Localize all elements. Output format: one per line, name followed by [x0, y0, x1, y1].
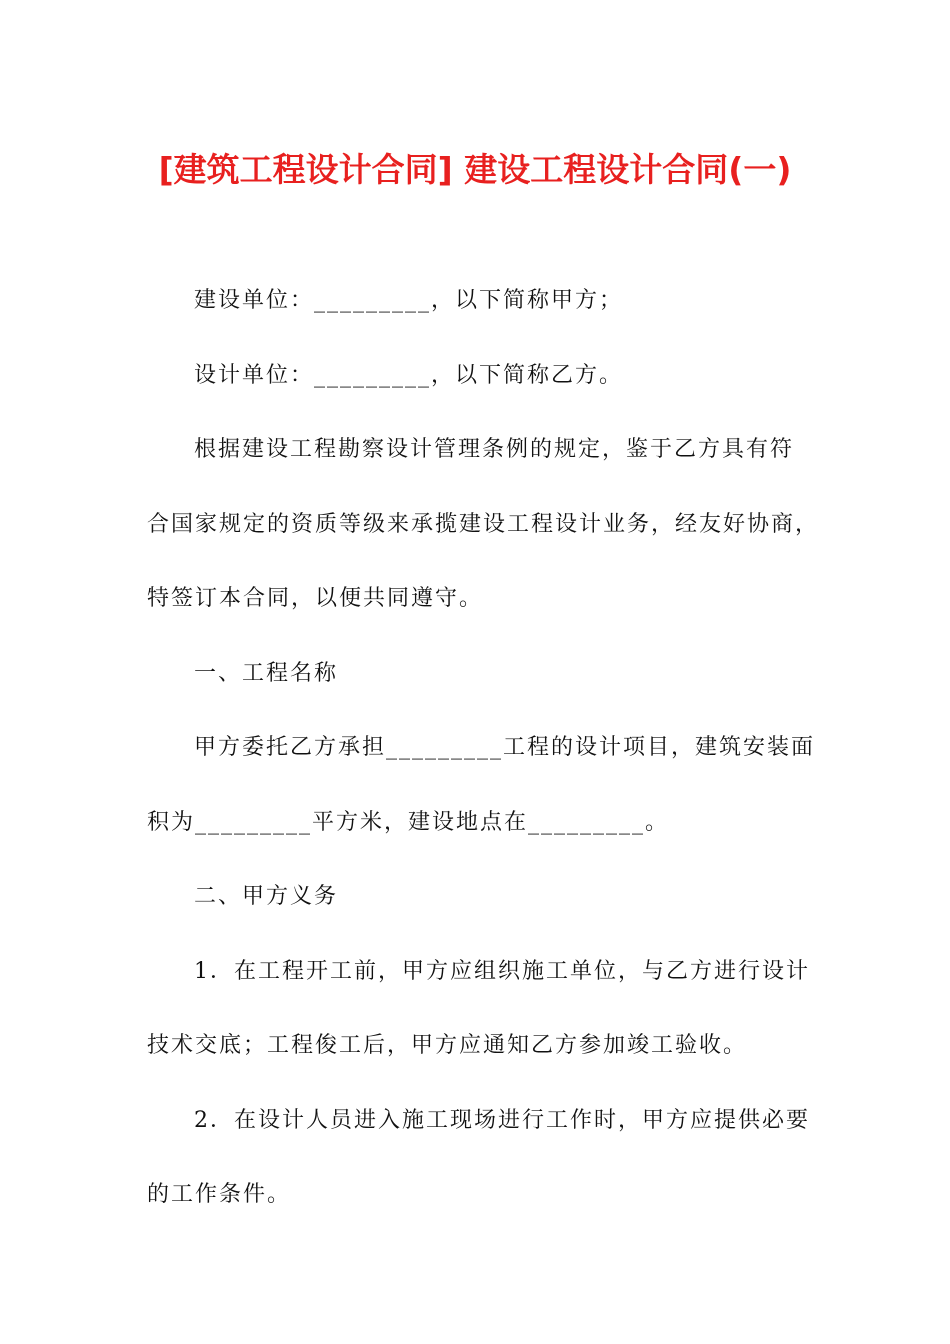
- obligation-1-line-1: 1．在工程开工前，甲方应组织施工单位，与乙方进行设计: [194, 958, 810, 984]
- obligation-2-line-2: 的工作条件。: [147, 1182, 292, 1207]
- document-title: [建筑工程设计合同] 建设工程设计合同(一): [158, 150, 792, 189]
- section-heading-project-name: 一、工程名称: [194, 660, 339, 686]
- preamble-line-3: 特签订本合同，以便共同遵守。: [147, 586, 484, 611]
- preamble-line-1: 根据建设工程勘察设计管理条例的规定，鉴于乙方具有符: [194, 437, 795, 462]
- project-line-2: 积为_________平方米，建设地点在_________。: [147, 809, 670, 835]
- project-line-1: 甲方委托乙方承担_________工程的设计项目，建筑安装面: [194, 735, 816, 760]
- obligation-1-line-2: 技术交底；工程俊工后，甲方应通知乙方参加竣工验收。: [147, 1033, 748, 1058]
- party-b-line: 设计单位：_________，以下简称乙方。: [194, 362, 624, 388]
- preamble-line-2: 合国家规定的资质等级来承揽建设工程设计业务，经友好协商，: [147, 511, 820, 537]
- section-heading-party-a-obligations: 二、甲方义务: [194, 884, 339, 909]
- document-body: [147, 276, 820, 1245]
- party-a-line: 建设单位：_________，以下简称甲方；: [194, 288, 624, 313]
- obligation-2-line-1: 2．在设计人员进入施工现场进行工作时，甲方应提供必要: [194, 1107, 810, 1133]
